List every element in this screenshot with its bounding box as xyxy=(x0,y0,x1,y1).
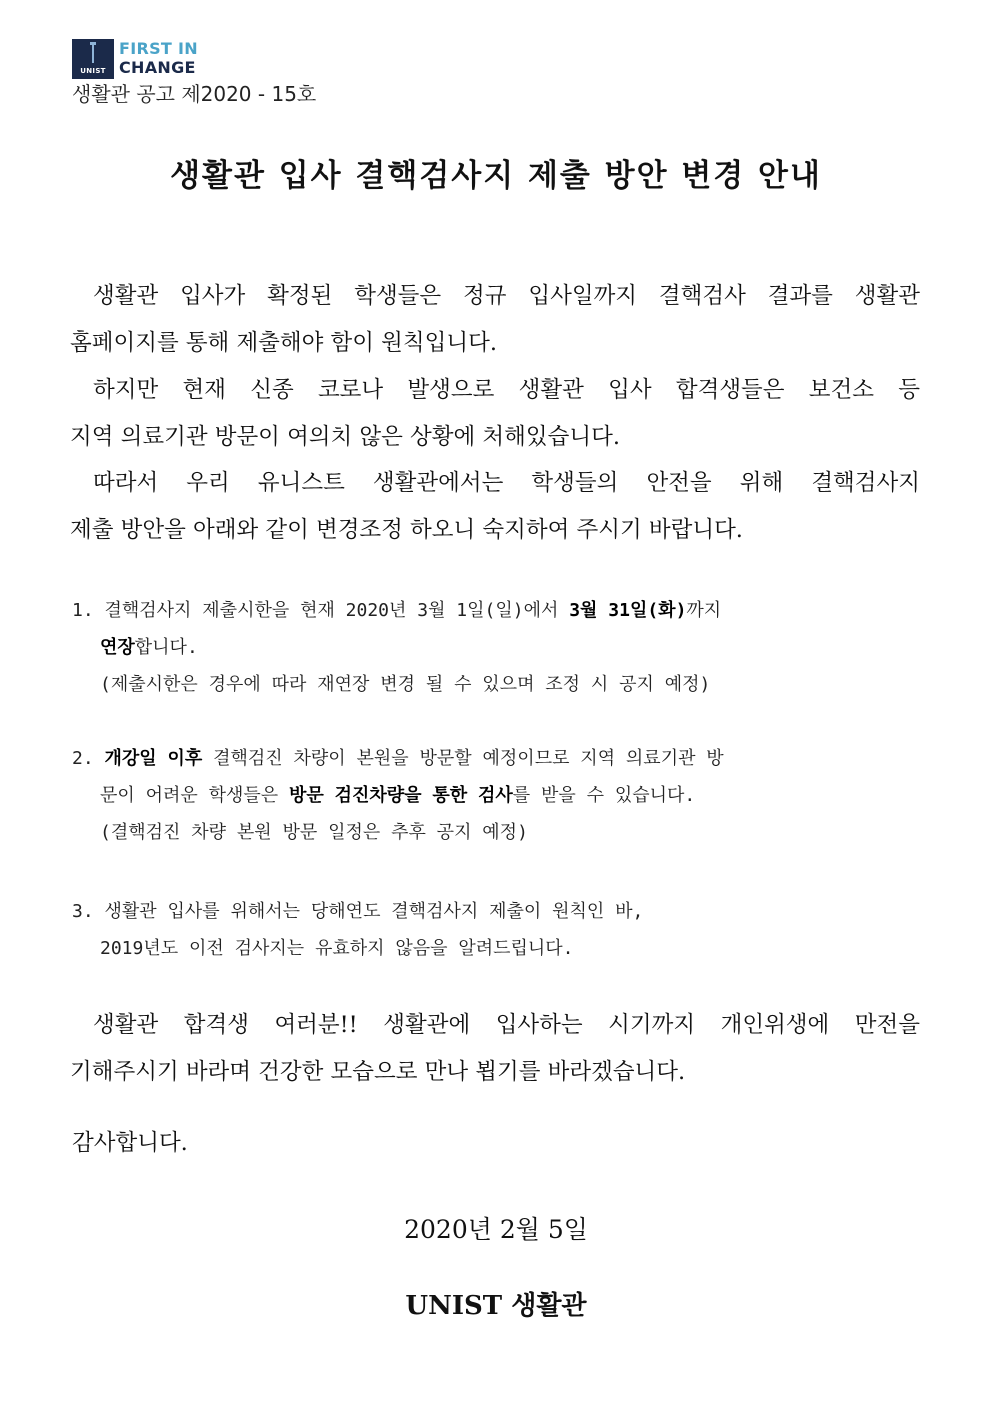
list-item-3 xyxy=(72,893,922,967)
list-item-1 xyxy=(72,592,922,703)
unist-logo-mark xyxy=(72,39,114,79)
issuer-signature: UNIST 생활관 xyxy=(405,1291,587,1321)
paragraph-line: 생활관 입사가 확정된 학생들은 정규 입사일까지 결핵검사 결과를 생활관 xyxy=(93,283,920,309)
paragraph-line: 제출 방안을 아래와 같이 변경조정 하오니 숙지하여 주시기 바랍니다. xyxy=(70,517,743,543)
paragraph-intro xyxy=(70,273,920,367)
document-title: 생활관 입사 결핵검사지 제출 방안 변경 안내 xyxy=(170,158,822,194)
notice-number: 생활관 공고 제2020 - 15호 xyxy=(72,82,317,106)
paragraph-line: 하지만 현재 신종 코로나 발생으로 생활관 입사 합격생들은 보건소 등 xyxy=(93,377,920,403)
logo-slogan-line2: CHANGE xyxy=(119,58,196,77)
paragraph-line: 기해주시기 바라며 건강한 모습으로 만나 뵙기를 바라겠습니다. xyxy=(70,1059,686,1085)
paragraph-line: 따라서 우리 유니스트 생활관에서는 학생들의 안전을 위해 결핵검사지 xyxy=(93,470,920,496)
paragraph-closing xyxy=(70,1002,920,1096)
list-item-line: 연장합니다. xyxy=(100,637,198,658)
closing-thanks: 감사합니다. xyxy=(72,1130,188,1156)
paragraph-line: 홈페이지를 통해 제출해야 함이 원칙입니다. xyxy=(70,330,497,356)
paragraph-situation xyxy=(70,367,920,461)
paragraph-line: 지역 의료기관 방문이 여의치 않은 상황에 처해있습니다. xyxy=(70,424,620,450)
logo-slogan xyxy=(119,39,198,77)
unist-logo xyxy=(72,39,212,79)
list-item-line: 문이 어려운 학생들은 방문 검진차량을 통한 검사를 받을 수 있습니다. xyxy=(100,785,696,806)
logo-mark-text: UNIST xyxy=(80,67,106,75)
list-item-line: 2019년도 이전 검사지는 유효하지 않음을 알려드립니다. xyxy=(100,938,574,959)
paragraph-line: 생활관 합격생 여러분!! 생활관에 입사하는 시기까지 개인위생에 만전을 xyxy=(93,1012,920,1038)
document-date: 2020년 2월 5일 xyxy=(404,1215,588,1244)
list-item-line: 2. 개강일 이후 결핵검진 차량이 본원을 방문할 예정이므로 지역 의료기관 방 xyxy=(72,748,724,769)
list-item-note: (결핵검진 차량 본원 방문 일정은 추후 공지 예정) xyxy=(100,822,528,843)
list-item-line: 1. 결핵검사지 제출시한을 현재 2020년 3월 1일(일)에서 3월 31일(화)까지 xyxy=(72,600,722,621)
list-item-2 xyxy=(72,740,922,851)
paragraph-change xyxy=(70,460,920,554)
list-item-line: 3. 생활관 입사를 위해서는 당해연도 결핵검사지 제출이 원칙인 바, xyxy=(72,901,644,922)
logo-slogan-line1: FIRST IN xyxy=(119,39,198,58)
list-item-note: (제출시한은 경우에 따라 재연장 변경 될 수 있으며 조정 시 공지 예정) xyxy=(100,674,711,695)
